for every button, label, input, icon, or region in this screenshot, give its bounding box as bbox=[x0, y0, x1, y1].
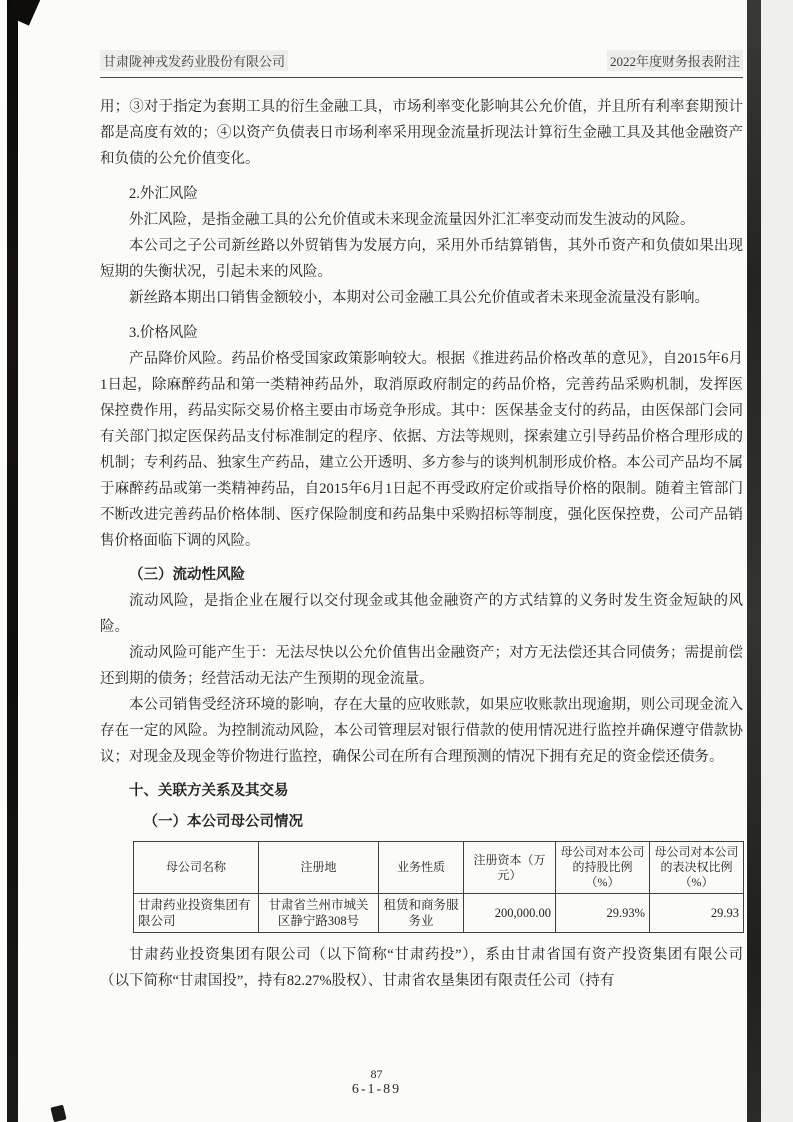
table-row bbox=[134, 894, 744, 933]
header-report-title: 2022年度财务报表附注 bbox=[607, 50, 743, 71]
scan-bottom-blot bbox=[50, 1105, 66, 1122]
paragraph-continuation: 用；③对于指定为套期工具的衍生金融工具，市场利率变化影响其公允价值，并且所有利率套期预计都是高度有效的；④以资产负债表日市场利率采用现金流量折现法计算衍生金融工具及其他金融资产和负债的公允价值变化。 bbox=[100, 99, 743, 167]
heading-price-risk: 3.价格风险 bbox=[129, 325, 198, 341]
paragraph: 新丝路本期出口销售金额较小，本期对公司金融工具公允价值或者未来现金流量没有影响。 bbox=[129, 290, 709, 306]
paragraph: 本公司销售受经济环境的影响，存在大量的应收账款，如果应收账款出现逾期，则公司现金流入存在一定的风险。为控制流动风险，本公司管理层对银行借款的使用情况进行监控并确保遵守借款协议；对现金及现金等价物进行监控，确保公司在所有合理预测的情况下拥有充足的资金偿还债务。 bbox=[100, 697, 743, 765]
body-text bbox=[100, 94, 743, 994]
page-header bbox=[100, 50, 743, 78]
paragraph: 流动风险，是指企业在履行以交付现金或其他金融资产的方式结算的义务时发生资金短缺的风险。 bbox=[100, 593, 743, 635]
scan-edge-left bbox=[7, 0, 18, 1122]
parent-company-table bbox=[133, 841, 744, 933]
paragraph-after-table: 甘肃药业投资集团有限公司（以下简称“甘肃药投”），系由甘肃省国有资产投资集团有限公司（以下简称“甘肃国投”，持有82.27%股权）、甘肃省农垦集团有限责任公司（持有 bbox=[100, 947, 743, 989]
page-content bbox=[100, 50, 743, 994]
col-header-registered-capital: 注册资本（万元） bbox=[464, 842, 556, 894]
cell-voting-ratio: 29.93 bbox=[650, 894, 744, 933]
heading-parent-company: （一）本公司母公司情况 bbox=[143, 814, 303, 830]
table-header-row bbox=[134, 842, 744, 894]
cell-registered-capital: 200,000.00 bbox=[464, 894, 556, 933]
page-number: 87 bbox=[370, 1067, 383, 1081]
document-code: 6-1-89 bbox=[351, 1082, 402, 1097]
col-header-parent-name: 母公司名称 bbox=[134, 842, 259, 894]
paragraph: 本公司之子公司新丝路以外贸销售为发展方向，采用外币结算销售，其外币资产和负债如果出现短期的失衡状况，引起未来的风险。 bbox=[100, 238, 743, 280]
cell-registered-place: 甘肃省兰州市城关区静宁路308号 bbox=[259, 894, 379, 933]
heading-liquidity-risk: （三）流动性风险 bbox=[129, 567, 245, 583]
paragraph: 外汇风险，是指金融工具的公允价值或未来现金流量因外汇汇率变动而发生波动的风险。 bbox=[129, 212, 695, 228]
cell-business-nature: 租赁和商务服务业 bbox=[379, 894, 464, 933]
scan-edge-right bbox=[747, 0, 761, 1122]
heading-fx-risk: 2.外汇风险 bbox=[129, 186, 198, 202]
paragraph: 产品降价风险。药品价格受国家政策影响较大。根据《推进药品价格改革的意见》，自2015年6月1日起，除麻醉药品和第一类精神药品外，取消原政府制定的药品价格，完善药品采购机制，发挥医保控费作用，药品实际交易价格主要由市场竞争形成。其中：医保基金支付的药品，由医保部门会同有关部门拟定医保药品支付标准制定的程序、依据、方法等规则，探索建立引导药品价格合理形成的机制；专利药品、独家生产药品，建立公开透明、多方参与的谈判机制形成价格。本公司产品均不属于麻醉药品或第一类精神药品，自2015年6月1日起不再受政府定价或指导价格的限制。随着主管部门不断改进完善药品价格体制、医疗保险制度和药品集中采购招标等制度，强化医保控费，公司产品销售价格面临下调的风险。 bbox=[100, 351, 743, 549]
cell-shareholding-ratio: 29.93% bbox=[556, 894, 650, 933]
col-header-shareholding-ratio: 母公司对本公司的持股比例（%） bbox=[556, 842, 650, 894]
cell-parent-name: 甘肃药业投资集团有限公司 bbox=[134, 894, 259, 933]
scan-right-margin bbox=[761, 0, 793, 1122]
col-header-voting-ratio: 母公司对本公司的表决权比例（%） bbox=[650, 842, 744, 894]
header-company-name: 甘肃陇神戎发药业股份有限公司 bbox=[100, 50, 288, 71]
page-footer bbox=[0, 1067, 753, 1098]
col-header-registered-place: 注册地 bbox=[259, 842, 379, 894]
paragraph: 流动风险可能产生于：无法尽快以公允价值售出金融资产；对方无法偿还其合同债务；需提前偿还到期的债务；经营活动无法产生预期的现金流量。 bbox=[100, 645, 743, 687]
heading-related-parties: 十、关联方关系及其交易 bbox=[129, 783, 289, 799]
col-header-business-nature: 业务性质 bbox=[379, 842, 464, 894]
